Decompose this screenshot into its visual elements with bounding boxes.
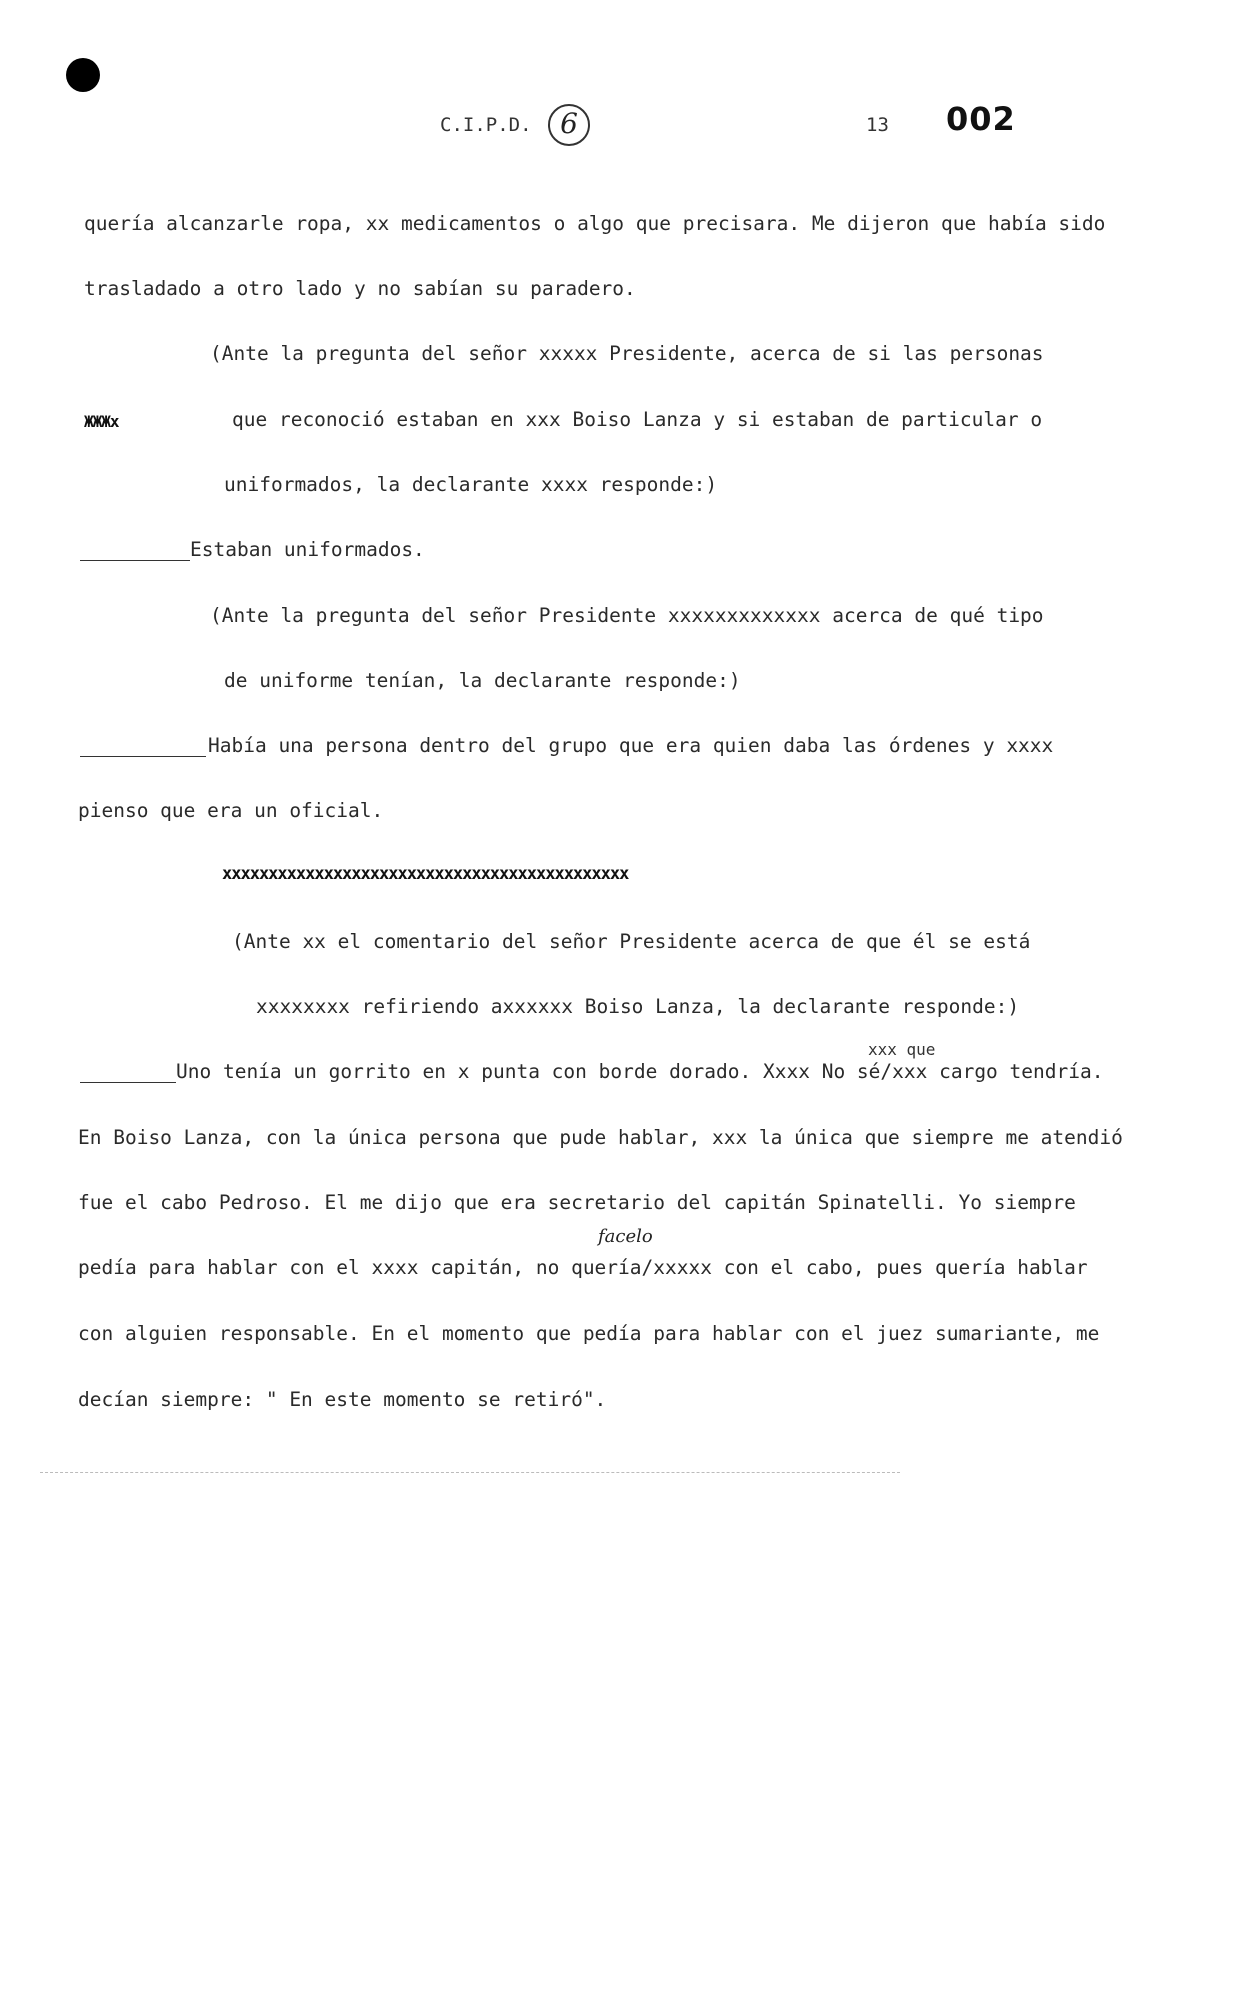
dash-rule [80, 1082, 176, 1083]
margin-note: ЖЖЖx [84, 412, 119, 431]
text-line: de uniforme tenían, la declarante responde:) [224, 669, 741, 692]
punch-hole [66, 58, 100, 92]
text-line: (Ante la pregunta del señor Presidente xxxxxxxxxxxxx acerca de qué tipo [210, 604, 1044, 627]
text-line: trasladado a otro lado y no sabían su paradero. [84, 277, 636, 300]
page-number: 13 [866, 114, 889, 136]
text-line: pienso que era un oficial. [78, 799, 384, 822]
text-line: fue el cabo Pedroso. El me dijo que era secretario del capitán Spinatelli. Yo siempre [78, 1191, 1076, 1214]
text-line: (Ante la pregunta del señor xxxxx Presidente, acerca de si las personas [210, 342, 1044, 365]
text-line: quería alcanzarle ropa, xx medicamentos o algo que precisara. Me dijeron que había sido [84, 212, 1106, 235]
dash-rule [80, 756, 206, 757]
text-line: Había una persona dentro del grupo que era quien daba las órdenes y xxxx [208, 734, 1054, 757]
struck-line: xxxxxxxxxxxxxxxxxxxxxxxxxxxxxxxxxxxxxxxxxxxx [222, 864, 629, 884]
text-line: que reconoció estaban en xxx Boiso Lanza y si estaban de particular o [232, 408, 1043, 431]
folio-stamp: 002 [946, 100, 1016, 138]
faint-divider [40, 1472, 900, 1473]
text-line: uniformados, la declarante xxxx responde:) [224, 473, 718, 496]
text-line: xxxxxxxx refiriendo axxxxxx Boiso Lanza, la declarante responde:) [256, 995, 1020, 1018]
text-line: Uno tenía un gorrito en x punta con borde dorado. Xxxx No sé/xxx cargo tendría. [176, 1060, 1104, 1083]
dash-rule [80, 560, 190, 561]
text-line: decían siempre: " En este momento se retiró". [78, 1388, 607, 1411]
above-line-insert: xxx que [868, 1040, 936, 1059]
text-line: En Boiso Lanza, con la única persona que pude hablar, xxx la única que siempre me atendió [78, 1126, 1123, 1149]
header-org: C.I.P.D. [440, 114, 532, 136]
text-line: con alguien responsable. En el momento que pedía para hablar con el juez sumariante, me [78, 1322, 1100, 1345]
handwritten-insert: facelo [598, 1226, 653, 1247]
text-line: pedía para hablar con el xxxx capitán, no quería/xxxxx con el cabo, pues quería hablar [78, 1256, 1088, 1279]
circled-number: 6 [548, 104, 590, 146]
text-line: Estaban uniformados. [190, 538, 425, 561]
text-line: (Ante xx el comentario del señor Presidente acerca de que él se está [232, 930, 1031, 953]
